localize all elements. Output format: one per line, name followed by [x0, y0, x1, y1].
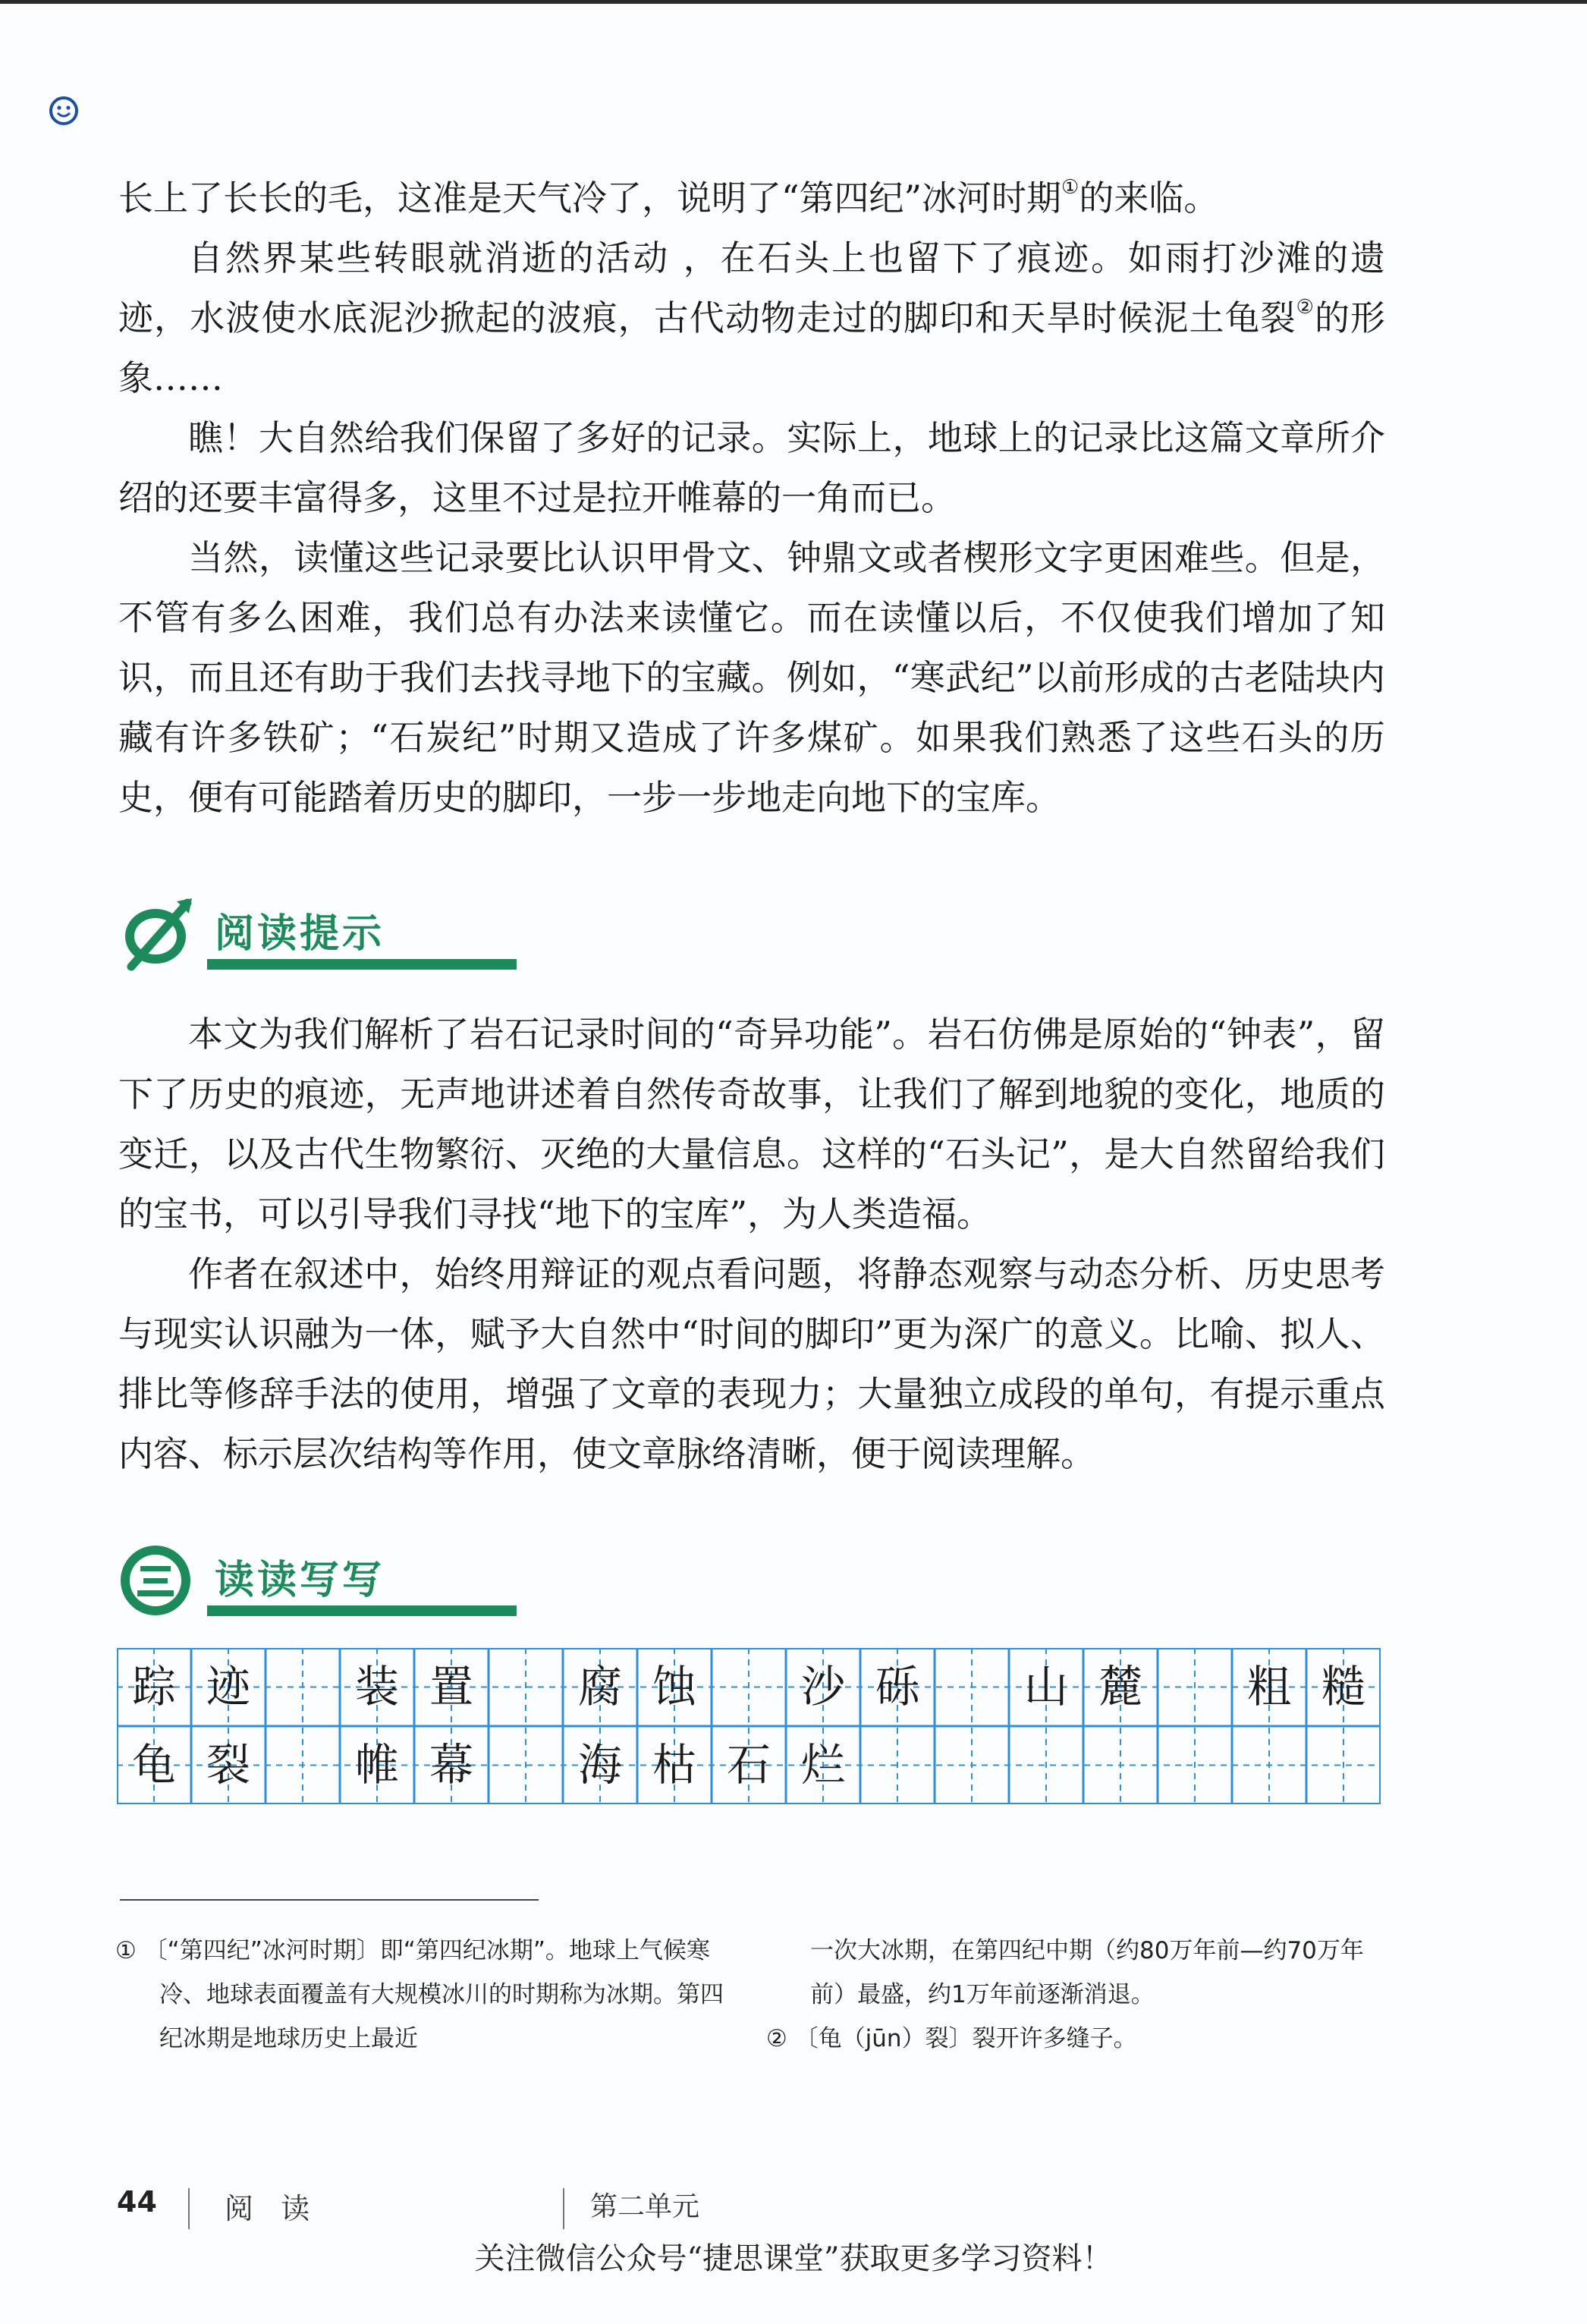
- grid-cell-2-3: [266, 1726, 340, 1804]
- grid-cell-2-15: [1158, 1726, 1232, 1804]
- footnote-2: [766, 2017, 1388, 2061]
- body-paragraph-3: 瞧！大自然给我们保留了多好的记录。实际上，地球上的记录比这篇文章所介绍的还要丰富得多，这里不过是拉开帷幕的一角而已。: [118, 417, 1385, 518]
- grid-cell-1-9: [712, 1648, 786, 1726]
- grid-cell-2-14: [1083, 1726, 1158, 1804]
- grid-cell-1-4: 装: [354, 1661, 399, 1712]
- grid-cell-1-6: [489, 1648, 563, 1726]
- footnote-1-continued: 一次大冰期，在第四纪中期（约80万年前—约70万年前）最盛，约1万年前逐渐消退。: [810, 1937, 1364, 2008]
- grid-cell-1-14: 麓: [1098, 1661, 1142, 1712]
- grid-cell-2-6: [489, 1726, 563, 1804]
- reading-tip-paragraph-2: 作者在叙述中，始终用辩证的观点看问题，将静态观察与动态分析、历史思考与现实认识融为一体，赋予大自然中“时间的脚印”更为深广的意义。比喻、拟人、排比等修辞手法的使用，增强了文章的表现力；大量独立成段的单句，有提示重点内容、标示层次结构等作用，使文章脉络清晰，便于阅读理解。: [118, 1253, 1385, 1474]
- footnote-marker-1[interactable]: ①: [1061, 176, 1079, 199]
- grid-cell-1-10: 沙: [800, 1661, 845, 1712]
- body-paragraph-1: 长上了长长的毛，这准是天气冷了，说明了“第四纪”冰河时期①的来临。: [118, 176, 1219, 219]
- grid-cell-1-3: [266, 1648, 340, 1726]
- reading-writing-title: 读读写写: [215, 1557, 385, 1603]
- grid-cell-2-1: 龟: [131, 1739, 176, 1791]
- grid-cell-1-1: 踪: [131, 1661, 176, 1712]
- folio-separator-1: [188, 2188, 190, 2229]
- reading-tip-title: 阅读提示: [215, 910, 385, 957]
- smiley-icon: [49, 96, 79, 126]
- reading-tip-underline: [207, 959, 517, 970]
- grid-cell-1-13: 山: [1023, 1661, 1068, 1712]
- grid-cell-2-7: 海: [577, 1739, 622, 1791]
- page-number: 44: [117, 2185, 157, 2219]
- promo-banner: 关注微信公众号“捷思课堂”获取更多学习资料！: [474, 2241, 1113, 2276]
- reading-tip-heading: [118, 892, 542, 976]
- folio-unit: 第二单元: [590, 2191, 700, 2222]
- grid-cell-1-11: 砾: [875, 1661, 919, 1712]
- grid-cell-2-17: [1306, 1726, 1381, 1804]
- grid-cell-2-10: 烂: [800, 1739, 845, 1791]
- footnote-marker-2[interactable]: ②: [1296, 296, 1315, 319]
- grid-cell-2-2: 裂: [206, 1739, 250, 1791]
- grid-cell-2-8: 枯: [652, 1739, 696, 1791]
- grid-cell-1-12: [935, 1648, 1009, 1726]
- body-paragraph-2: 自然界某些转眼就消逝的活动 ，在石头上也留下了痕迹。如雨打沙滩的遗迹，水波使水底泥沙掀起的波痕，古代动物走过的脚印和天旱时候泥土龟裂②的形象……: [118, 237, 1386, 398]
- grid-cell-1-8: 蚀: [652, 1661, 696, 1712]
- reading-writing-heading: [118, 1539, 542, 1622]
- footnote-rule: [120, 1899, 539, 1901]
- footnote-2-mark: ②: [766, 2025, 787, 2052]
- footnotes-right-column: [766, 1929, 1388, 2061]
- grid-cell-1-15: [1158, 1648, 1232, 1726]
- grid-cell-2-16: [1232, 1726, 1306, 1804]
- grid-cell-1-17: 糙: [1321, 1661, 1365, 1712]
- footnotes-left-column: [115, 1929, 730, 2061]
- grid-cell-1-7: 腐: [577, 1661, 622, 1712]
- grid-cell-2-11: [860, 1726, 935, 1804]
- footnote-1: [115, 1929, 730, 2061]
- footnote-2-text: 〔龟（jūn）裂〕裂开许多缝子。: [794, 2025, 1137, 2052]
- footnote-1-text: 〔“第四纪”冰河时期〕即“第四纪冰期”。地球上气候寒冷、地球表面覆盖有大规模冰川的时期称为冰期。第四纪冰期是地球历史上最近: [143, 1937, 724, 2052]
- grid-cell-2-4: 帷: [354, 1739, 399, 1791]
- grid-cell-2-12: [935, 1726, 1009, 1804]
- writing-grid: [117, 1648, 1381, 1804]
- reading-tip-text: [118, 1005, 1385, 1484]
- circled-three-icon: [118, 1539, 201, 1622]
- page-top-edge: [0, 0, 1587, 4]
- grid-cell-1-16: 粗: [1246, 1661, 1291, 1712]
- footnote-1-mark: ①: [115, 1937, 137, 1964]
- grid-cell-2-5: 幕: [429, 1739, 473, 1791]
- grid-cell-2-13: [1009, 1726, 1083, 1804]
- folio-section: 阅 读: [225, 2192, 319, 2225]
- grid-cell-1-2: 迹: [206, 1661, 250, 1712]
- reading-writing-underline: [207, 1605, 517, 1616]
- reading-tip-icon: [118, 892, 201, 976]
- body-paragraph-4: 当然，读懂这些记录要比认识甲骨文、钟鼎文或者楔形文字更困难些。但是，不管有多么困难，我们总有办法来读懂它。而在读懂以后，不仅使我们增加了知识，而且还有助于我们去找寻地下的宝藏。例如，“寒武纪”以前形成的古老陆块内藏有许多铁矿；“石炭纪”时期又造成了许多煤矿。如果我们熟悉了这些石头的历史，便有可能踏着历史的脚印，一步一步地走向地下的宝库。: [118, 537, 1385, 818]
- folio-separator-2: [563, 2188, 564, 2229]
- body-text: [118, 168, 1385, 828]
- reading-tip-paragraph-1: 本文为我们解析了岩石记录时间的“奇异功能”。岩石仿佛是原始的“钟表”，留下了历史的痕迹，无声地讲述着自然传奇故事，让我们了解到地貌的变化，地质的变迁，以及古代生物繁衍、灭绝的大量信息。这样的“石头记”，是大自然留给我们的宝书，可以引导我们寻找“地下的宝库”，为人类造福。: [118, 1014, 1385, 1234]
- grid-cell-1-5: 置: [429, 1661, 473, 1712]
- grid-cell-2-9: 石: [726, 1739, 771, 1791]
